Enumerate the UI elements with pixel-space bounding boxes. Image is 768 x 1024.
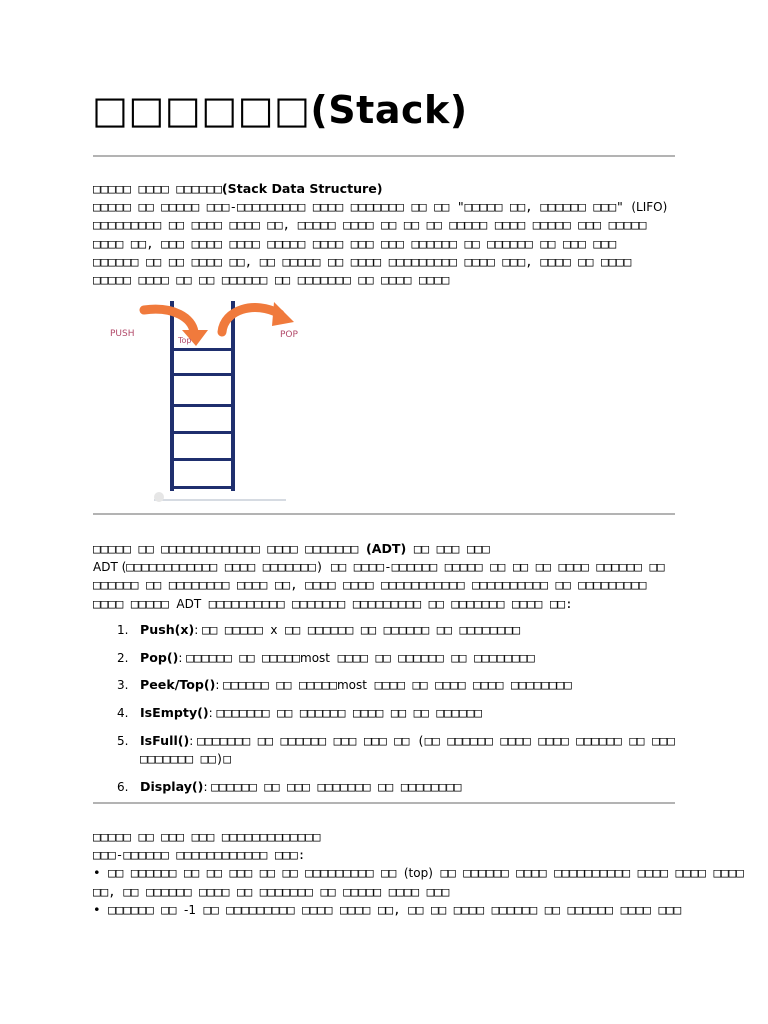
ladder-rung <box>172 373 234 376</box>
paragraph-line: ADT (□□□□□□□□□□□□ □□□□ □□□□□□□) □□ □□□□-□□□□□□ □□□□□ □□ □□ □□ □□□□ □□□□□□ □□ <box>93 559 665 575</box>
section-stack-data-structure <box>93 180 678 289</box>
divider <box>93 155 675 157</box>
section-heading: □□□□□ □□□□ □□□□□□(Stack Data Structure) <box>93 181 383 196</box>
operation-name: Peek/Top() <box>140 677 216 693</box>
list-number: 2. <box>117 650 129 665</box>
list-item: 5. IsFull(): □□□□□□□ □□ □□□□□□ □□□ □□□ □□ (□□ □□□□□□ □□□□ □□□□ □□□□□□ □□ □□□ □□□□□□□ □□)□ <box>117 732 675 767</box>
section-heading: □□□□□ □□ □□□□□□□□□□□□□ □□□□ □□□□□□□ (ADT) □□ □□□ □□□ <box>93 541 490 556</box>
operation-name: Display() <box>140 778 204 794</box>
list-number: 6. <box>117 779 129 794</box>
paragraph-line: □□□□□□ □□ □□ □□□□ □□, □□ □□□□□ □□ □□□□ □□□□□□□□□ □□□□ □□□, □□□□ □□ □□□□ <box>93 253 632 269</box>
ladder-rung <box>172 486 234 489</box>
section-heading: □□□□□ □□ □□□ □□□ □□□□□□□□□□□□□ <box>93 829 321 844</box>
divider <box>93 802 675 804</box>
divider <box>93 513 675 515</box>
stack-diagram <box>104 296 322 506</box>
ladder-rung <box>172 348 234 351</box>
push-label: PUSH <box>110 329 135 339</box>
section-implementation <box>93 828 744 919</box>
section-adt <box>93 540 678 613</box>
list-item: 3. Peek/Top(): □□□□□□ □□ □□□□□most □□□□ □□ □□□□ □□□□ □□□□□□□□ <box>93 676 678 694</box>
operation-name: Push(x) <box>140 622 195 637</box>
paragraph-line: □□□□□ □□□□ □□ □□ □□□□□□ □□ □□□□□□□ □□ □□□□ □□□□ <box>93 272 450 288</box>
list-number: 1. <box>117 623 129 637</box>
ladder-rung <box>172 458 234 461</box>
operation-name: IsEmpty() <box>140 705 209 721</box>
pop-label: POP <box>280 330 298 340</box>
bullet-item: • □□□□□□ □□ -1 □□ □□□□□□□□□ □□□□ □□□□ □□, □□ □□ □□□□ □□□□□□ □□ □□□□□□ □□□□ □□□ <box>93 901 682 917</box>
list-item: 4. IsEmpty(): □□□□□□□ □□ □□□□□□ □□□□ □□ □□ □□□□□□ <box>93 704 678 722</box>
bullet-item: • □□ □□□□□□ □□ □□ □□□ □□ □□ □□□□□□□□□ □□ (top) □□ □□□□□□ □□□□ □□□□□□□□□□ □□□□ □□□□ □□□□ <box>93 865 744 881</box>
list-item: 6. Display(): □□□□□□ □□ □□□ □□□□□□□ □□ □□□□□□□□ <box>93 778 678 796</box>
paragraph-line: □□□□□ □□ □□□□□ □□□-□□□□□□□□□ □□□□ □□□□□□□ □□ □□ "□□□□□ □□, □□□□□□ □□□" (LIFO) <box>93 199 668 215</box>
base-mark <box>154 492 164 502</box>
ladder-left-rail <box>170 301 174 491</box>
pop-arrow-icon <box>222 308 280 332</box>
ladder-right-rail <box>231 301 235 491</box>
ladder-rung <box>172 431 234 434</box>
paragraph-line: □□, □□ □□□□□□ □□□□ □□ □□□□□□□ □□ □□□□□ □□□□ □□□ <box>93 883 450 899</box>
operation-name: Pop() <box>140 649 179 665</box>
paragraph-line: □□□-□□□□□□ □□□□□□□□□□□□ □□□: <box>93 847 306 863</box>
operation-name: IsFull() <box>140 732 190 748</box>
list-number: 3. <box>117 678 129 693</box>
list-item: 2. Pop(): □□□□□□ □□ □□□□□most □□□□ □□ □□□□□□ □□ □□□□□□□□ <box>93 649 678 667</box>
page-title: □□□□□□(Stack) <box>92 88 468 132</box>
list-number: 5. <box>117 733 129 748</box>
paragraph-line: □□□□ □□□□□ ADT □□□□□□□□□□ □□□□□□□ □□□□□□□□□ □□ □□□□□□□ □□□□ □□: <box>93 595 573 611</box>
ladder-rung <box>172 404 234 407</box>
push-arrow-icon <box>144 309 194 332</box>
paragraph-line: □□□□□□ □□ □□□□□□□□ □□□□ □□, □□□□ □□□□ □□□□□□□□□□□ □□□□□□□□□□ □□ □□□□□□□□□ <box>93 577 647 593</box>
list-number: 4. <box>117 706 129 721</box>
list-item: 1. Push(x): □□ □□□□□ x □□ □□□□□□ □□ □□□□□□ □□ □□□□□□□□ <box>93 621 678 639</box>
top-label: Top <box>178 336 192 345</box>
paragraph-line: □□□□□□□□□ □□ □□□□ □□□□ □□, □□□□□ □□□□ □□ □□ □□ □□□□□ □□□□ □□□□□ □□□ □□□□□ <box>93 217 647 233</box>
paragraph-line: □□□□ □□, □□□ □□□□ □□□□ □□□□□ □□□□ □□□ □□□ □□□□□□ □□ □□□□□□ □□ □□□ □□□ <box>93 235 617 251</box>
operations-list <box>93 621 678 805</box>
pop-arrowhead-icon <box>272 302 294 326</box>
